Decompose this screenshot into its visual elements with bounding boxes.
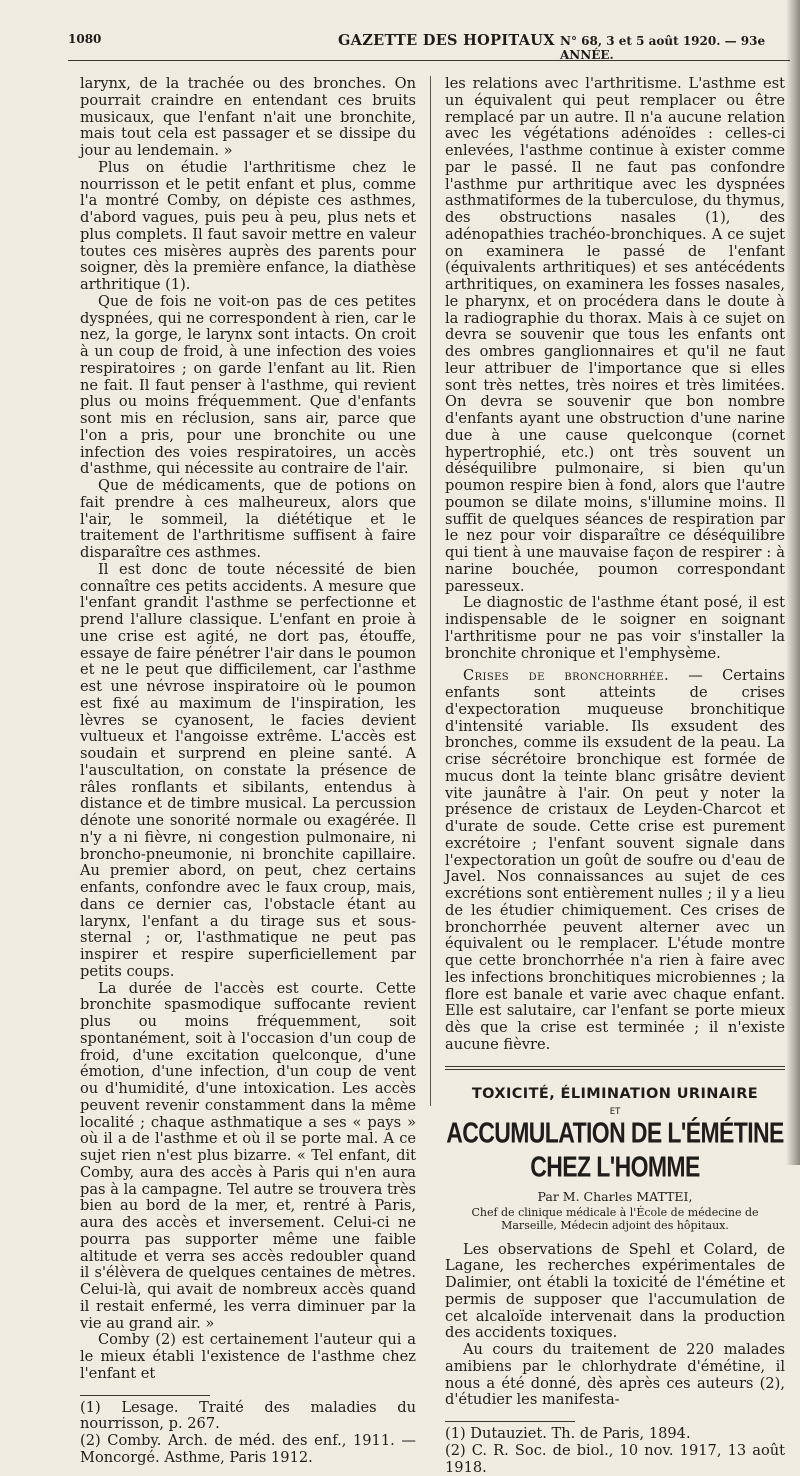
footnote: (2) Comby. Arch. de méd. des enf., 1911. — Moncorgé. Asthme, Paris 1912. <box>80 1432 416 1466</box>
crises-heading: Crises de bronchorrhée. <box>463 667 670 685</box>
crises-text: — Certains enfants sont atteints de crises d'expectoration muqueuse bronchitique d'intensité variable. Ils exsudent des bronches, comme ils exsudent de la peau. La crise sécrétoire bronchique est formée de mucus dont la teinte blanc grisâtre devient vite jaunâtre à l'air. On peut y noter la présence de cristaux de Leyden-Charcot et d'urate de soude. Cette crise est purement excrétoire ; l'enfant souvent signale dans l'expectoration un goût de soufre ou d'eau de Javel. Nos connaissances au sujet de ces excrétions sont entièrement nulles ; il y a lieu de les étudier chimiquement. Ces crises de bronchorrhée peuvent alterner avec un équivalent ou le remplacer. L'étude montre que cette bronchorrhée n'a rien à faire avec les infections bronchitiques microbiennes ; la flore est banale et varie avec chaque enfant. Elle est salutaire, car l'enfant se porte mieux dès que la crise est terminée ; il n'existe aucune fièvre. <box>445 667 785 1053</box>
paragraph: Plus on étudie l'arthritisme chez le nourrisson et le petit enfant et plus, comme l'a montré Comby, on dépiste ces asthmes, d'abord vagues, puis peu à peu, plus nets et plus complets. Il faut savoir mettre en valeur toutes ces misères auprès des parents pour soigner, dès la première enfance, la diathèse arthritique (1). <box>80 158 416 293</box>
journal-title: GAZETTE DES HOPITAUX <box>338 32 555 49</box>
paragraph: Le diagnostic de l'asthme étant posé, il est indispensable de le soigner en soignant l'arthritisme pour ne pas voir s'installer la bronchite chronique et l'emphysème. <box>445 594 785 662</box>
article-title-line1: TOXICITÉ, ÉLIMINATION URINAIRE <box>471 1085 759 1102</box>
article-title-line2: ACCUMULATION DE L'ÉMÉTINE CHEZ L'HOMME <box>446 1115 784 1182</box>
paragraph: Il est donc de toute nécessité de bien connaître ces petits accidents. A mesure que l'enfant grandit l'asthme se perfectionne et prend l'allure classique. L'enfant en proie à une crise est agité, ne dort pas, étouffe, essaye de faire pénétrer l'air dans le poumon et ne le peut que difficilement, car l'asthme est une névrose inspiratoire où le poumon est fixé au maximum de l'inspiration, les lèvres se cyanosent, le facies devient vultueux et l'angoisse extrême. L'accès est soudain et surprend en pleine santé. A l'auscultation, on constate la présence de râles ronflants et sibilants, entendus à distance et de timbre musical. La percussion dénote une sonorité normale ou exagérée. Il n'y a ni fièvre, ni congestion pulmonaire, ni broncho-pneumonie, ni bronchite capillaire. Au premier abord, on peut, chez certains enfants, confondre avec le faux croup, mais, dans ce dernier cas, l'obstacle étant au larynx, l'enfant a du tirage sus et sous-sternal ; or, l'asthmatique ne peut pas inspirer et respire superficiellement par petits coups. <box>80 560 416 980</box>
paragraph: Les observations de Spehl et Colard, de Lagane, les recherches expérimentales de Dalimier, ont établi la toxicité de l'émétine et permis de supposer que l'accumulation de cet alcaloïde intervenait dans la production des accidents toxiques. <box>445 1240 785 1342</box>
footnote-rule <box>80 1395 210 1396</box>
right-column <box>445 76 785 1476</box>
article-affiliation: Chef de clinique médicale à l'École de médecine de Marseille, Médecin adjoint des hôpitaux. <box>471 1205 759 1232</box>
footnote: (1) Lesage. Traité des maladies du nourrisson, p. 267. <box>80 1398 416 1433</box>
footnote: (2) C. R. Soc. de biol., 10 nov. 1917, 13 août 1918. <box>445 1441 785 1476</box>
crises-paragraph <box>445 668 785 1053</box>
footnote: (1) Dutauziet. Th. de Paris, 1894. <box>445 1425 691 1442</box>
paragraph: Au cours du traitement de 220 malades amibiens par le chlorhydrate d'émétine, il nous a été donné, dès après ces auteurs (2), d'étudier les manifesta- <box>445 1341 785 1409</box>
column-divider <box>430 76 431 1106</box>
paragraph: Que de fois ne voit-on pas de ces petites dyspnées, qui ne correspondent à rien, car le nez, la gorge, le larynx sont intacts. On croit à un coup de froid, à une infection des voies respiratoires ; on garde l'enfant au lit. Rien ne fait. Il faut penser à l'asthme, qui revient plus ou moins fréquemment. Que d'enfants sont mis en réclusion, sans air, parce que l'on a pris, pour une bronchite ou une infection des voies respiratoires, un accès d'asthme, qui nécessite au contraire de l'air. <box>80 292 416 478</box>
header-rule <box>68 60 790 61</box>
paragraph: les relations avec l'arthritisme. L'asthme est un équivalent qui peut remplacer ou être remplacé par un autre. Il n'a aucune relation avec les végétations adénoïdes : celles-ci enlevées, l'asthme continue à exister comme par le passé. Il ne faut pas confondre l'asthme pur arthritique avec les dyspnées asthmatiformes de la tuberculose, du thymus, des obstructions nasales (1), des adénopathies trachéo-bronchiques. A ce sujet on examinera le passé de l'enfant (équivalents arthritiques) et ses antécédents arthritiques, on examinera les fosses nasales, le pharynx, et on procédera dans le doute à la radiographie du thorax. Mais à ce sujet on devra se souvenir que tous les enfants ont des ombres ganglionnaires et qu'il ne faut leur attribuer de l'importance que si elles sont très nettes, très noires et très limitées. On devra se souvenir que bon nombre d'enfants ayant une obstruction d'une narine due à une cause quelconque (cornet hypertrophié, etc.) ont très souvent un déséquilibre pulmonaire, si bien qu'un poumon respire bien à fond, alors que l'autre poumon se dilate moins, s'illumine moins. Il suffit de quelques séances de respiration par le nez pour voir disparaître ce déséquilibre qui tient à une mauvaise façon de respirer : à narine bouchée, poumon correspondant paresseux. <box>445 75 785 595</box>
issue-info: N° 68, 3 et 5 août 1920. — 93e ANNÉE. <box>560 34 766 62</box>
footnote-rule <box>445 1421 575 1422</box>
page-binding-shadow <box>786 0 800 1165</box>
paragraph: La durée de l'accès est courte. Cette bronchite spasmodique suffocante revient plus ou moins fréquemment, soit spontanément, soit à l'occasion d'un coup de froid, d'une excitation quelconque, d'une émotion, d'une infection, d'un coup de vent ou d'humidité, d'une intoxication. Les accès peuvent revenir constamment dans la même localité ; chaque asthmatique a ses « pays » où il a de l'asthme et où il se porte mal. A ce sujet rien n'est plus bizarre. « Tel enfant, dit Comby, aura des accès à Paris qui n'en aura pas à la campagne. Tel autre se trouvera très bien au bord de la mer, et, rentré à Paris, aura des accès et inversement. Celui-ci ne pourra pas supporter même une faible altitude et verra ses accès redoubler quand il s'élèvera de quelques centaines de mètres. Celui-là, qui avait de nombreux accès quand il restait enfermé, les verra diminuer par la vie au grand air. » <box>80 979 416 1332</box>
paragraph: Que de médicaments, que de potions on fait prendre à ces malheureux, alors que l'air, le sommeil, la diététique et le traitement de l'arthritisme suffisent à faire disparaître ces asthmes. <box>80 477 416 561</box>
page-number: 1080 <box>68 32 102 46</box>
left-column <box>80 76 416 1467</box>
section-rule <box>445 1066 785 1070</box>
article-author: Par M. Charles MATTEI, <box>537 1188 693 1204</box>
paragraph: Comby (2) est certainement l'auteur qui a le mieux établi l'existence de l'asthme chez l'enfant et <box>80 1331 416 1382</box>
article-title-et: ET <box>609 1106 621 1117</box>
paragraph: larynx, de la trachée ou des bronches. On pourrait craindre en entendant ces bruits musicaux, que l'enfant n'ait une bronchite, mais tout cela est passager et se dissipe du jour au lendemain. » <box>80 75 416 159</box>
page-header <box>68 28 788 62</box>
